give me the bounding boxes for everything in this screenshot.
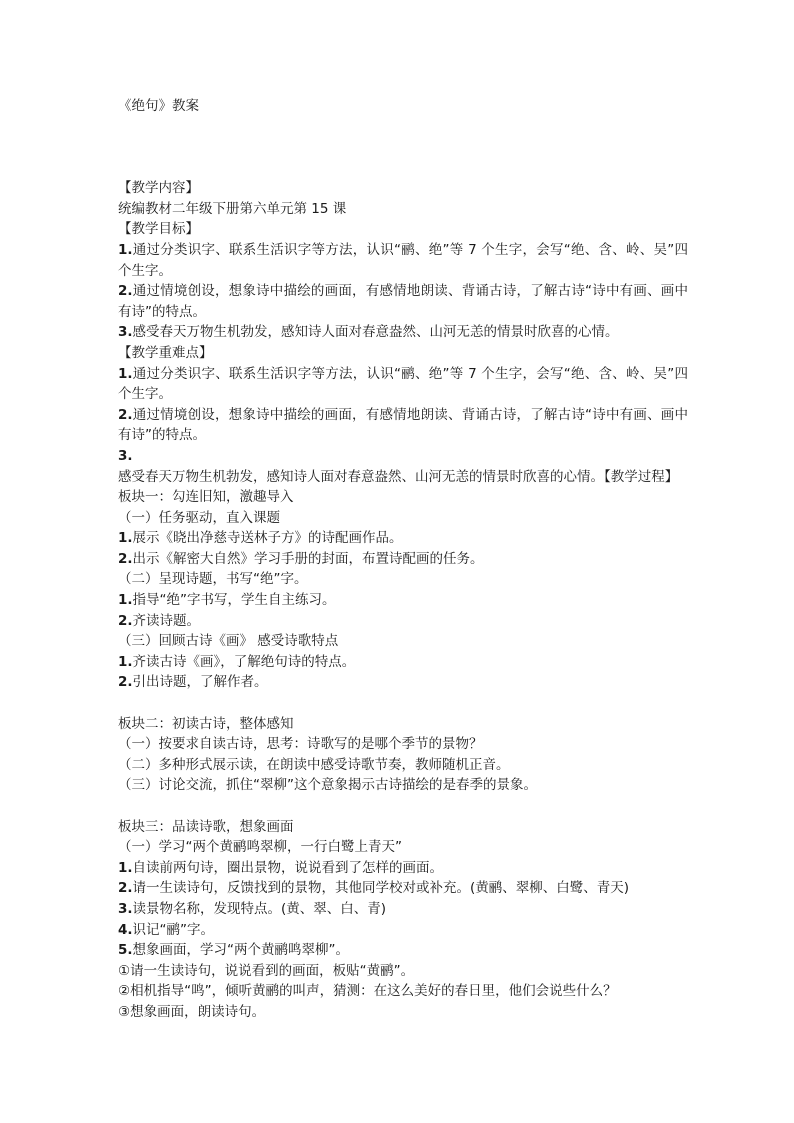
block-line: 1.指导“绝”字书写，学生自主练习。 <box>118 592 336 609</box>
goal-item: 1.通过分类识字、联系生活识字等方法，认识“鹂、绝”等 7 个生字，会写“绝、含、岭、吴”四个生字。 <box>118 241 688 279</box>
block-line: ③想象画面，朗读诗句。 <box>118 1003 266 1020</box>
block-line: 1.自读前两句诗，圈出景物，说说看到了怎样的画面。 <box>118 859 444 876</box>
block-line: 1.齐读古诗《画》，了解绝句诗的特点。 <box>118 653 356 670</box>
block-line: 2.请一生读诗句，反馈找到的景物，其他同学校对或补充。(黄鹂、翠柳、白鹭、青天) <box>118 880 630 897</box>
block-line: （一）按要求自读古诗，思考：诗歌写的是哪个季节的景物？ <box>118 736 483 753</box>
block-line: 2.引出诗题，了解作者。 <box>118 674 268 691</box>
block-line: 5.想象画面，学习“两个黄鹂鸣翠柳”。 <box>118 942 350 959</box>
block-line: ①请一生读诗句，说说看到的画面，板贴“黄鹂”。 <box>118 962 415 979</box>
block-line: ②相机指导“鸣”，倾听黄鹂的叫声，猜测：在这么美好的春日里，他们会说些什么？ <box>118 983 617 1000</box>
key-point-item: 3.感受春天万物生机勃发，感知诗人面对春意盎然、山河无恙的情景时欣喜的心情。【教学过程】 <box>118 447 679 485</box>
document-title: 《绝句》教案 <box>118 98 199 114</box>
section-heading-goals: 【教学目标】 <box>118 221 199 238</box>
block-line: （二）呈现诗题，书写“绝”字。 <box>118 571 308 588</box>
key-point-item: 2.通过情境创设，想象诗中描绘的画面，有感情地朗读、背诵古诗，了解古诗“诗中有画、画中有诗”的特点。 <box>118 406 688 444</box>
key-point-item: 1.通过分类识字、联系生活识字等方法，认识“鹂、绝”等 7 个生字，会写“绝、含、岭、吴”四个生字。 <box>118 365 688 403</box>
block-line: （一）任务驱动，直入课题 <box>118 509 280 526</box>
block-line: 3.读景物名称，发现特点。(黄、翠、白、青) <box>118 900 387 917</box>
goal-item: 2.通过情境创设，想象诗中描绘的画面，有感情地朗读、背诵古诗，了解古诗“诗中有画、画中有诗”的特点。 <box>118 283 688 320</box>
section-heading-content: 【教学内容】 <box>118 180 199 197</box>
block-title: 板块二：初读古诗，整体感知 <box>118 715 294 732</box>
block-title: 板块一：勾连旧知，激趣导入 <box>118 489 294 506</box>
goal-item: 3.感受春天万物生机勃发，感知诗人面对春意盎然、山河无恙的情景时欣喜的心情。 <box>118 324 619 341</box>
block-line: （一）学习“两个黄鹂鸣翠柳，一行白鹭上青天” <box>118 839 402 856</box>
block-line: 2.齐读诗题。 <box>118 612 201 629</box>
block-line: （三）回顾古诗《画》 感受诗歌特点 <box>118 633 339 650</box>
content-text: 统编教材二年级下册第六单元第 15 课 <box>118 200 347 217</box>
block-line: 2.出示《解密大自然》学习手册的封面，布置诗配画的任务。 <box>118 550 484 567</box>
block-title: 板块三：品读诗歌，想象画面 <box>118 818 294 835</box>
block-line: 1.展示《晓出净慈寺送林子方》的诗配画作品。 <box>118 530 403 547</box>
block-line: 4.识记“鹂”字。 <box>118 921 215 938</box>
section-heading-key-points: 【教学重难点】 <box>118 344 213 361</box>
block-line: （二）多种形式展示读，在朗读中感受诗歌节奏，教师随机正音。 <box>118 756 510 773</box>
document-page <box>118 96 688 1023</box>
block-line: （三）讨论交流，抓住“翠柳”这个意象揭示古诗描绘的是春季的景象。 <box>118 777 537 794</box>
